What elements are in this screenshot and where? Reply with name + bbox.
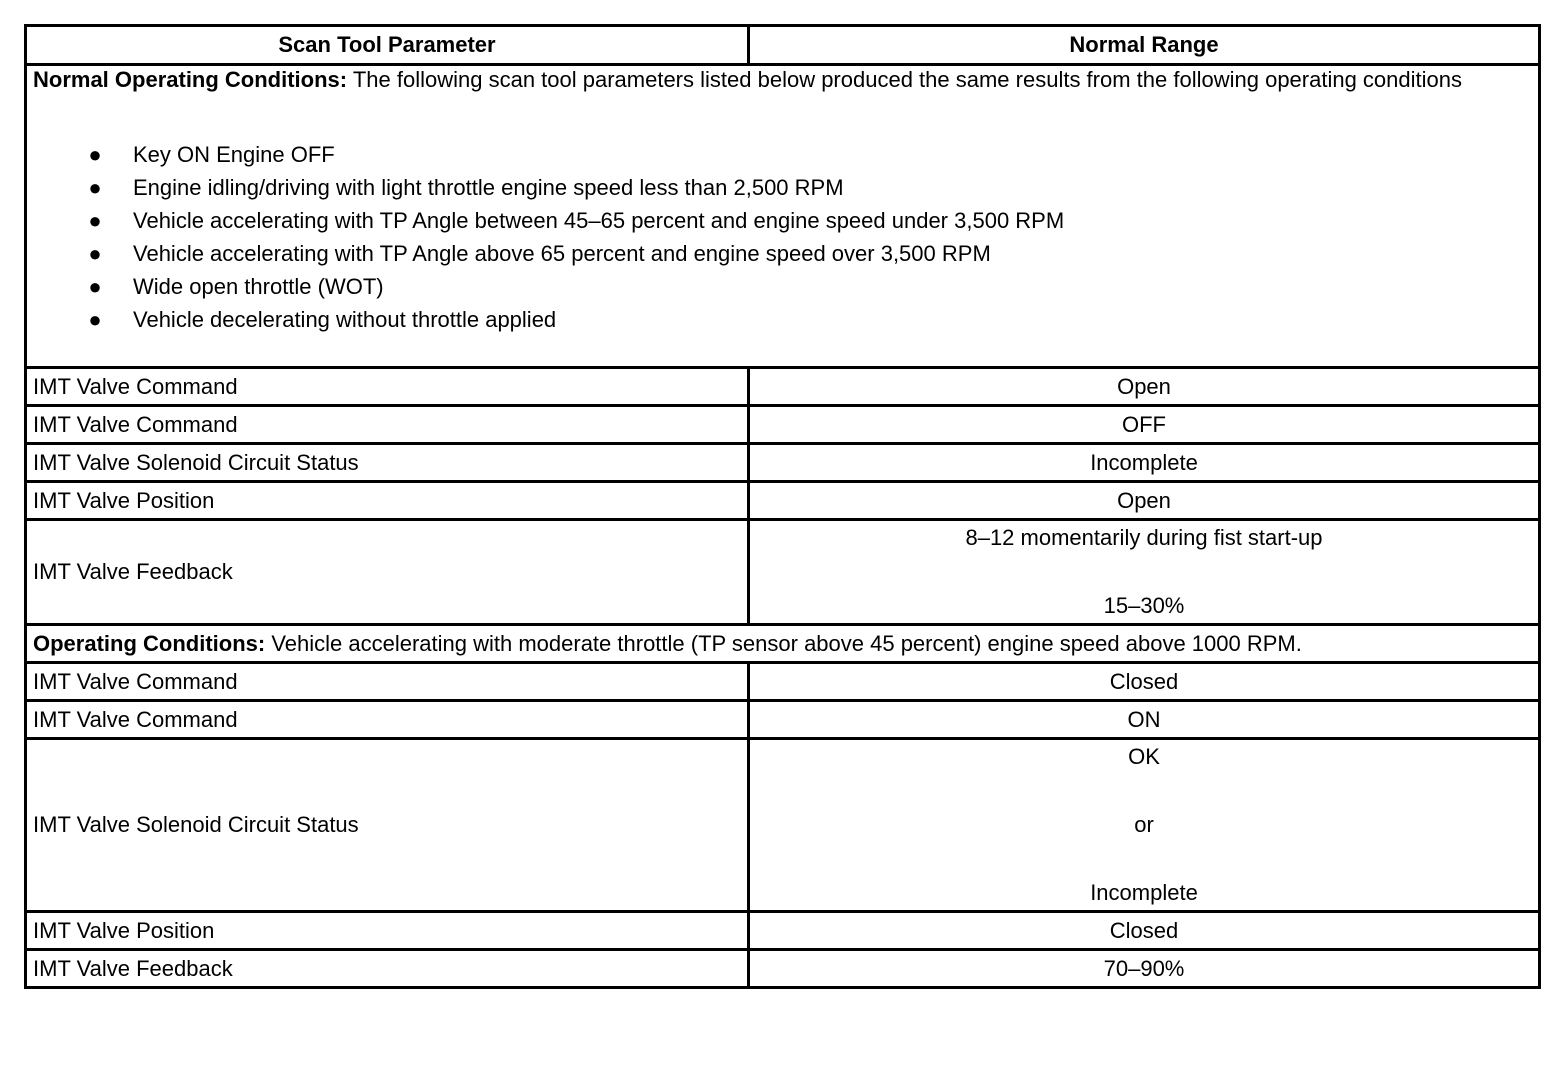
list-item	[33, 237, 1532, 270]
range-cell: OFF	[749, 406, 1540, 444]
parameter-cell: IMT Valve Command	[26, 406, 749, 444]
scan-tool-parameter-table	[24, 24, 1541, 989]
list-item	[33, 303, 1532, 336]
table-row	[26, 406, 1540, 444]
parameter-cell: IMT Valve Position	[26, 912, 749, 950]
parameter-cell: IMT Valve Command	[26, 701, 749, 739]
table-row	[26, 912, 1540, 950]
list-item-text: Wide open throttle (WOT)	[133, 274, 384, 299]
table-row	[26, 520, 1540, 625]
parameter-cell: IMT Valve Feedback	[26, 520, 749, 625]
section-text: The following scan tool parameters listed below produced the same results from the following operating conditions	[347, 67, 1462, 92]
operating-conditions-list	[33, 138, 1532, 336]
bullet-icon: ●	[88, 142, 102, 167]
header-normal-range: Normal Range	[749, 26, 1540, 65]
range-cell: Closed	[749, 912, 1540, 950]
parameter-cell: IMT Valve Solenoid Circuit Status	[26, 444, 749, 482]
bullet-icon: ●	[88, 175, 102, 200]
section-operating-conditions	[26, 625, 1540, 663]
bullet-icon: ●	[88, 274, 102, 299]
list-item	[33, 138, 1532, 171]
list-item-text: Vehicle accelerating with TP Angle above 65 percent and engine speed over 3,500 RPM	[133, 241, 991, 266]
table-row	[26, 701, 1540, 739]
list-item	[33, 171, 1532, 204]
range-cell: Closed	[749, 663, 1540, 701]
list-item-text: Vehicle decelerating without throttle applied	[133, 307, 557, 332]
range-cell	[749, 739, 1540, 912]
parameter-cell: IMT Valve Command	[26, 368, 749, 406]
list-item-text: Key ON Engine OFF	[133, 142, 335, 167]
range-line: OK	[1128, 744, 1160, 769]
parameter-cell: IMT Valve Feedback	[26, 950, 749, 988]
list-item-text: Engine idling/driving with light throttle engine speed less than 2,500 RPM	[133, 175, 844, 200]
table-row	[26, 739, 1540, 912]
section-label: Operating Conditions:	[33, 630, 266, 656]
range-cell: Incomplete	[749, 444, 1540, 482]
range-line: Incomplete	[1090, 880, 1198, 905]
range-cell: 70–90%	[749, 950, 1540, 988]
table-row	[26, 663, 1540, 701]
section-description	[26, 65, 1540, 368]
range-cell	[749, 520, 1540, 625]
bullet-icon: ●	[88, 208, 102, 233]
range-line: 15–30%	[1103, 593, 1185, 618]
table-header-row	[26, 26, 1540, 65]
bullet-icon: ●	[88, 241, 102, 266]
parameter-cell: IMT Valve Position	[26, 482, 749, 520]
table-row	[26, 482, 1540, 520]
list-item	[33, 204, 1532, 237]
list-item	[33, 270, 1532, 303]
section-description	[26, 625, 1540, 663]
range-line: or	[1134, 812, 1154, 837]
range-cell: Open	[749, 482, 1540, 520]
range-cell: Open	[749, 368, 1540, 406]
section-normal-operating-conditions	[26, 65, 1540, 368]
section-label: Normal Operating Conditions:	[33, 67, 348, 92]
parameter-cell: IMT Valve Solenoid Circuit Status	[26, 739, 749, 912]
table-row	[26, 444, 1540, 482]
table-row	[26, 950, 1540, 988]
range-line: 8–12 momentarily during fist start-up	[965, 525, 1323, 550]
range-cell: ON	[749, 701, 1540, 739]
list-item-text: Vehicle accelerating with TP Angle between 45–65 percent and engine speed under 3,500 RPM	[133, 208, 1065, 233]
table-row	[26, 368, 1540, 406]
section-text: Vehicle accelerating with moderate throttle (TP sensor above 45 percent) engine speed above 1000 RPM.	[265, 630, 1302, 656]
parameter-cell: IMT Valve Command	[26, 663, 749, 701]
header-scan-tool-parameter: Scan Tool Parameter	[26, 26, 749, 65]
bullet-icon: ●	[88, 307, 102, 332]
